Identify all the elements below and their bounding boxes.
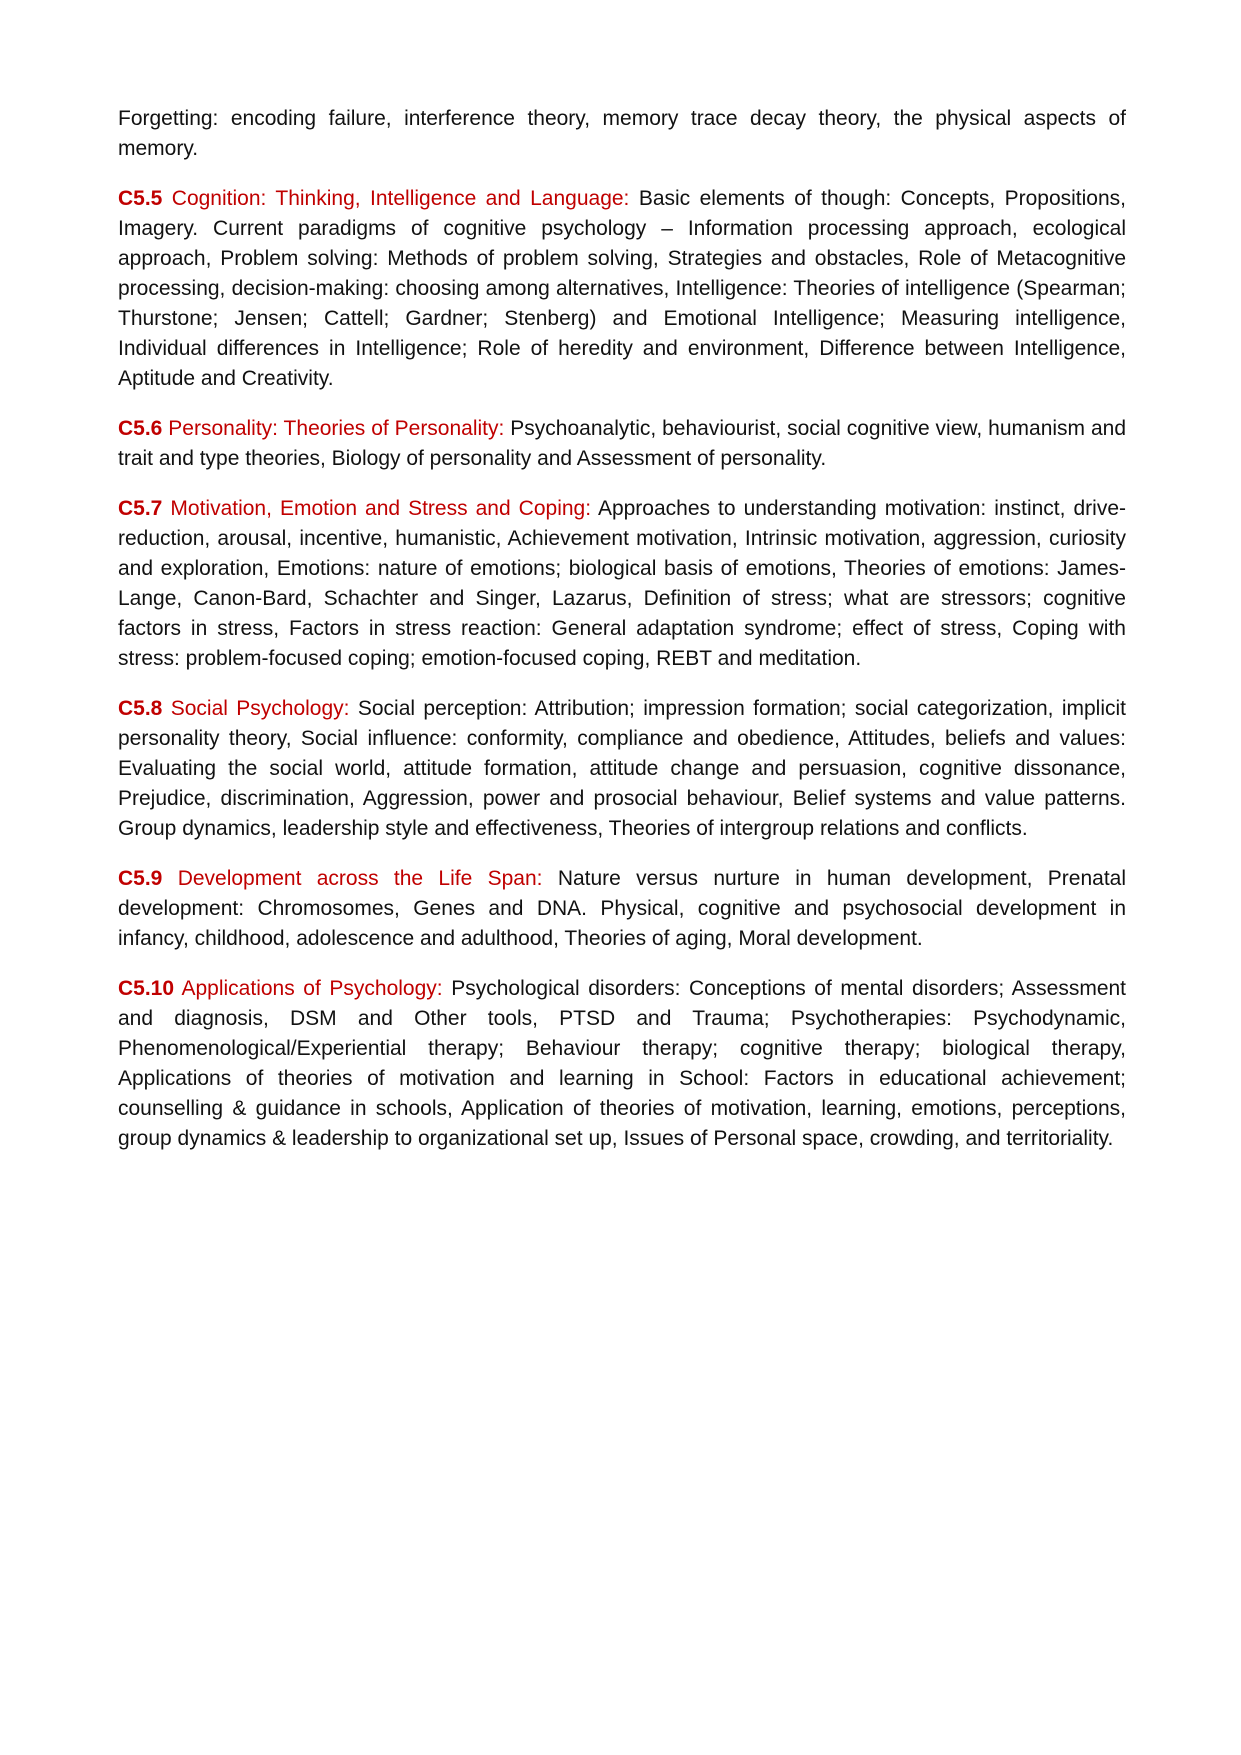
section-code: C5.7 (118, 497, 163, 520)
section-body: Psychological disorders: Conceptions of mental disorders; Assessment and diagnosis, DSM and Other tools, PTSD and Trauma; Psychotherapies: Psychodynamic, Phenomenological/Experiential therapy; Behaviour therapy; cognitive therapy; biological therapy, Applications of theories of motivation and learning in School: Factors in educational achievement; counselling & guidance in schools, Application of theories of motivation, learning, emotions, perceptions, group dynamics & leadership to organizational set up, Issues of Personal space, crowding, and territoriality. (118, 977, 1127, 1150)
section-title: Cognition: Thinking, Intelligence and Language: (171, 187, 630, 210)
section-c5-9 (118, 864, 1126, 954)
section-c5-7 (118, 494, 1126, 674)
section-title: Personality: Theories of Personality: (168, 417, 505, 440)
section-title: Development across the Life Span: (177, 867, 543, 890)
section-title: Applications of Psychology: (181, 977, 443, 1000)
section-code: C5.9 (118, 867, 163, 890)
section-body: Psychoanalytic, behaviourist, social cognitive view, humanism and trait and type theories, Biology of personality and Assessment of personality. (118, 417, 1126, 470)
section-body: Basic elements of though: Concepts, Propositions, Imagery. Current paradigms of cognitive psychology – Information processing approach, ecological approach, Problem solving: Methods of problem solving, Strategies and obstacles, Role of Metacognitive processing, decision-making: choosing among alternatives, Intelligence: Theories of intelligence (Spearman; Thurstone; Jensen; Cattell; Gardner; Stenberg) and Emotional Intelligence; Measuring intelligence, Individual differences in Intelligence; Role of heredity and environment, Difference between Intelligence, Aptitude and Creativity. (118, 187, 1126, 390)
section-code: C5.5 (118, 187, 163, 210)
section-c5-5 (118, 184, 1126, 394)
section-body: Nature versus nurture in human development, Prenatal development: Chromosomes, Genes and DNA. Physical, cognitive and psychosocial development in infancy, childhood, adolescence and adulthood, Theories of aging, Moral development. (118, 867, 1126, 950)
intro-paragraph: Forgetting: encoding failure, interference theory, memory trace decay theory, the physical aspects of memory. (118, 107, 1126, 160)
section-c5-8 (118, 694, 1126, 844)
section-c5-10 (118, 974, 1126, 1154)
section-c5-6 (118, 414, 1126, 474)
section-title: Social Psychology: (170, 697, 350, 720)
section-code: C5.6 (118, 417, 163, 440)
section-body: Social perception: Attribution; impression formation; social categorization, implicit personality theory, Social influence: conformity, compliance and obedience, Attitudes, beliefs and values: Evaluating the social world, attitude formation, attitude change and persuasion, cognitive dissonance, Prejudice, discrimination, Aggression, power and prosocial behaviour, Belief systems and value patterns. Group dynamics, leadership style and effectiveness, Theories of intergroup relations and conflicts. (118, 697, 1126, 840)
section-code: C5.8 (118, 697, 163, 720)
section-title: Motivation, Emotion and Stress and Coping: (170, 497, 592, 520)
section-code: C5.10 (118, 977, 175, 1000)
section-body: Approaches to understanding motivation: instinct, drive-reduction, arousal, incentive, humanistic, Achievement motivation, Intrinsic motivation, aggression, curiosity and exploration, Emotions: nature of emotions; biological basis of emotions, Theories of emotions: James-Lange, Canon-Bard, Schachter and Singer, Lazarus, Definition of stress; what are stressors; cognitive factors in stress, Factors in stress reaction: General adaptation syndrome; effect of stress, Coping with stress: problem-focused coping; emotion-focused coping, REBT and meditation. (118, 497, 1126, 670)
document-page (118, 104, 1126, 1174)
